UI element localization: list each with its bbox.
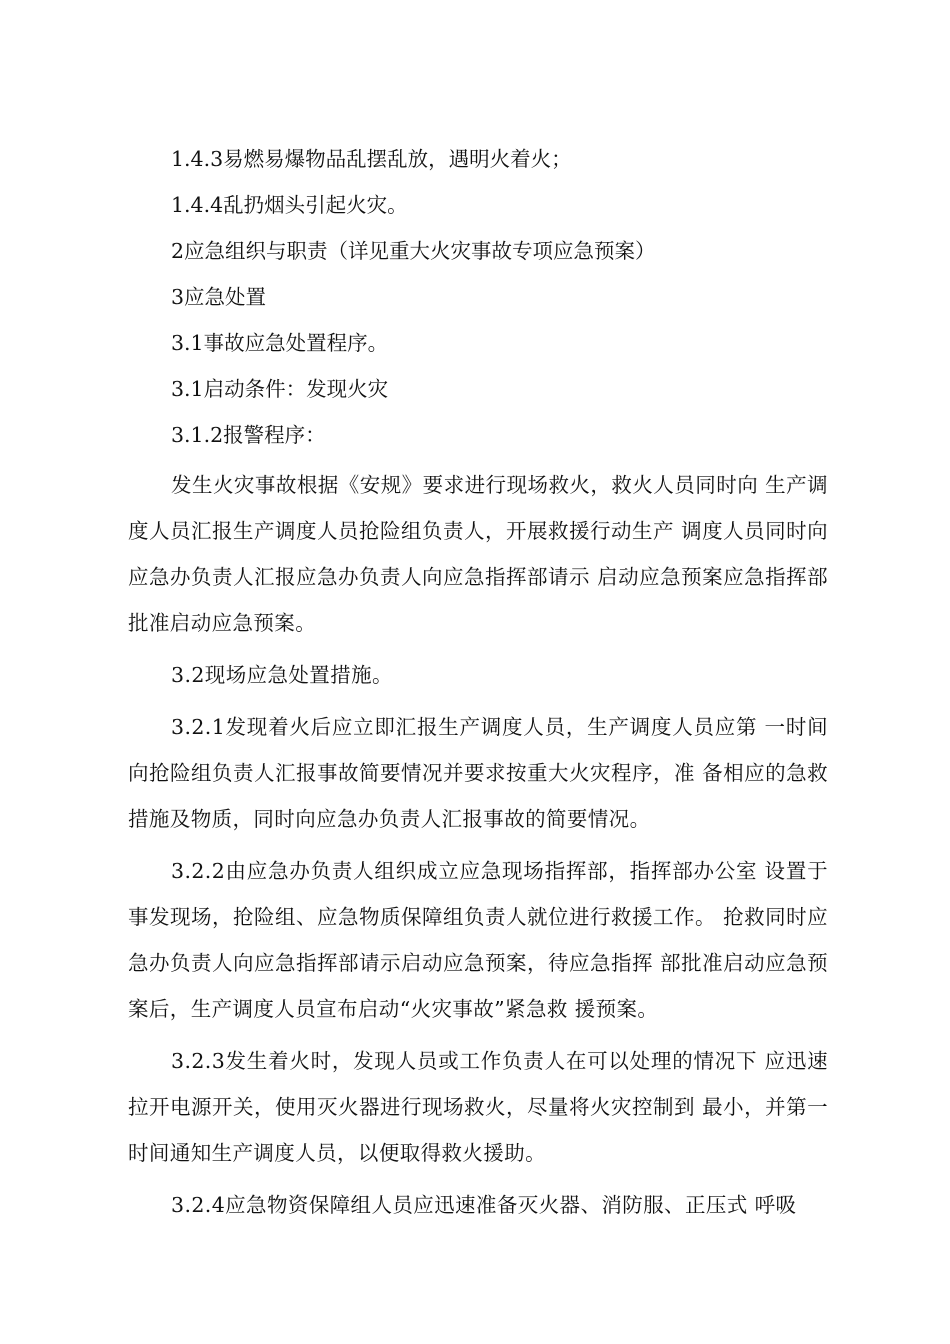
item-1-4-4: 1.4.4乱扔烟头引起火灾。 xyxy=(171,193,408,217)
paragraph-3-2-2: 3.2.2由应急办负责人组织成立应急现场指挥部，指挥部办公室 设置于事发现场，抢险组、应急物质保障组负责人就位进行救援工作。 抢救同时应急办负责人向应急指挥部请示启动应急预案，待应急指挥 部批准启动应急预案后，生产调度人员宣布启动“火灾事故”紧急救 援预案。 xyxy=(128,859,828,1021)
alarm-procedure-paragraph: 发生火灾事故根据《安规》要求进行现场救火，救火人员同时向 生产调度人员汇报生产调度人员抢险组负责人，开展救援行动生产 调度人员同时向应急办负责人汇报应急办负责人向应急指挥部请示 启动应急预案应急指挥部批准启动应急预案。 xyxy=(128,473,828,635)
start-condition: 3.1启动条件：发现火灾 xyxy=(171,377,389,401)
paragraph-3-2-1: 3.2.1发现着火后应立即汇报生产调度人员，生产调度人员应第 一时间向抢险组负责人汇报事故简要情况并要求按重大火灾程序，准 备相应的急救措施及物质，同时向应急办负责人汇报事故的简要情况。 xyxy=(128,715,828,831)
alarm-procedure-heading: 3.1.2报警程序： xyxy=(171,423,326,447)
section-3-2-heading: 3.2现场应急处置措施。 xyxy=(171,663,393,687)
item-1-4-3: 1.4.3易燃易爆物品乱摆乱放，遇明火着火； xyxy=(171,147,572,171)
section-2-heading: 2应急组织与职责（详见重大火灾事故专项应急预案） xyxy=(171,239,656,263)
section-3-1-heading: 3.1事故应急处置程序。 xyxy=(171,331,389,355)
paragraph-3-2-4: 3.2.4应急物资保障组人员应迅速准备灭火器、消防服、正压式 呼吸 xyxy=(171,1193,797,1217)
section-3-heading: 3应急处置 xyxy=(171,285,267,309)
paragraph-3-2-3: 3.2.3发生着火时，发现人员或工作负责人在可以处理的情况下 应迅速拉开电源开关，使用灭火器进行现场救火，尽量将火灾控制到 最小，并第一时间通知生产调度人员，以便取得救火援助。 xyxy=(128,1049,828,1165)
document-body xyxy=(128,140,828,1234)
